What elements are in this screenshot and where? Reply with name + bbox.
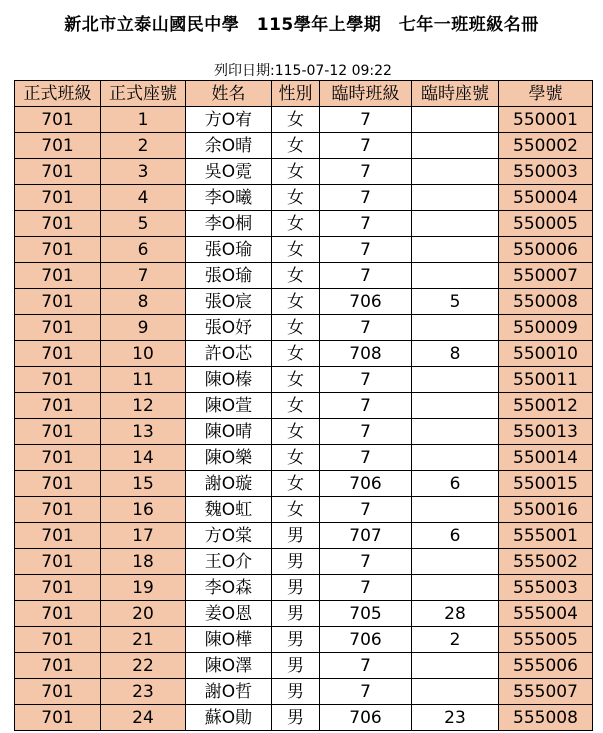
cell-official-class: 701 <box>15 705 101 731</box>
cell-student-id: 555002 <box>499 549 593 575</box>
table-row <box>15 211 593 237</box>
table-row <box>15 705 593 731</box>
cell-name: 方O宥 <box>186 107 272 133</box>
cell-temp-seat: 8 <box>412 341 499 367</box>
cell-official-class: 701 <box>15 653 101 679</box>
cell-official-class: 701 <box>15 159 101 185</box>
cell-student-id: 550010 <box>499 341 593 367</box>
table-row <box>15 393 593 419</box>
cell-name: 蘇O勛 <box>186 705 272 731</box>
table-row <box>15 679 593 705</box>
table-row <box>15 653 593 679</box>
cell-gender: 女 <box>272 237 320 263</box>
cell-gender: 男 <box>272 653 320 679</box>
table-row <box>15 159 593 185</box>
cell-official-class: 701 <box>15 367 101 393</box>
cell-temp-seat <box>412 237 499 263</box>
cell-name: 陳O晴 <box>186 419 272 445</box>
cell-gender: 女 <box>272 471 320 497</box>
cell-temp-class: 7 <box>320 653 412 679</box>
cell-official-seat: 16 <box>101 497 186 523</box>
cell-official-seat: 21 <box>101 627 186 653</box>
cell-temp-class: 7 <box>320 185 412 211</box>
cell-gender: 女 <box>272 367 320 393</box>
cell-official-class: 701 <box>15 523 101 549</box>
cell-official-class: 701 <box>15 107 101 133</box>
cell-temp-class: 706 <box>320 289 412 315</box>
cell-name: 李O曦 <box>186 185 272 211</box>
cell-student-id: 555004 <box>499 601 593 627</box>
cell-official-seat: 11 <box>101 367 186 393</box>
cell-official-seat: 9 <box>101 315 186 341</box>
col-header-official-class: 正式班級 <box>15 81 101 107</box>
cell-official-seat: 19 <box>101 575 186 601</box>
cell-official-seat: 23 <box>101 679 186 705</box>
cell-gender: 女 <box>272 107 320 133</box>
cell-temp-seat <box>412 367 499 393</box>
cell-temp-seat <box>412 315 499 341</box>
table-row <box>15 289 593 315</box>
table-row <box>15 575 593 601</box>
cell-name: 張O瑜 <box>186 237 272 263</box>
cell-official-class: 701 <box>15 263 101 289</box>
cell-official-seat: 17 <box>101 523 186 549</box>
cell-official-seat: 7 <box>101 263 186 289</box>
cell-gender: 男 <box>272 705 320 731</box>
cell-temp-class: 706 <box>320 471 412 497</box>
cell-official-seat: 12 <box>101 393 186 419</box>
cell-temp-seat <box>412 133 499 159</box>
cell-temp-class: 708 <box>320 341 412 367</box>
cell-temp-seat <box>412 393 499 419</box>
cell-temp-seat <box>412 159 499 185</box>
cell-temp-class: 7 <box>320 419 412 445</box>
cell-official-class: 701 <box>15 601 101 627</box>
cell-name: 陳O榛 <box>186 367 272 393</box>
cell-name: 謝O璇 <box>186 471 272 497</box>
cell-official-class: 701 <box>15 289 101 315</box>
table-row <box>15 523 593 549</box>
cell-temp-seat <box>412 107 499 133</box>
cell-name: 王O介 <box>186 549 272 575</box>
cell-name: 陳O樺 <box>186 627 272 653</box>
cell-official-class: 701 <box>15 679 101 705</box>
cell-official-seat: 20 <box>101 601 186 627</box>
cell-temp-seat <box>412 575 499 601</box>
cell-temp-seat: 6 <box>412 471 499 497</box>
cell-temp-class: 7 <box>320 237 412 263</box>
cell-temp-class: 7 <box>320 107 412 133</box>
cell-gender: 女 <box>272 263 320 289</box>
cell-official-seat: 24 <box>101 705 186 731</box>
cell-official-seat: 4 <box>101 185 186 211</box>
table-row <box>15 107 593 133</box>
cell-name: 陳O萱 <box>186 393 272 419</box>
cell-student-id: 555007 <box>499 679 593 705</box>
cell-temp-seat <box>412 263 499 289</box>
table-row <box>15 185 593 211</box>
cell-student-id: 550007 <box>499 263 593 289</box>
table-row <box>15 133 593 159</box>
cell-official-class: 701 <box>15 627 101 653</box>
cell-student-id: 550006 <box>499 237 593 263</box>
cell-official-class: 701 <box>15 497 101 523</box>
cell-gender: 男 <box>272 523 320 549</box>
cell-name: 張O妤 <box>186 315 272 341</box>
roster-title: 新北市立泰山國民中學 115學年上學期 七年一班班級名冊 <box>64 15 539 35</box>
table-row <box>15 341 593 367</box>
cell-student-id: 550011 <box>499 367 593 393</box>
cell-temp-class: 706 <box>320 627 412 653</box>
cell-temp-seat: 23 <box>412 705 499 731</box>
cell-temp-class: 7 <box>320 549 412 575</box>
cell-official-class: 701 <box>15 185 101 211</box>
cell-name: 陳O澤 <box>186 653 272 679</box>
cell-gender: 男 <box>272 575 320 601</box>
table-row <box>15 419 593 445</box>
cell-official-seat: 1 <box>101 107 186 133</box>
cell-temp-seat <box>412 549 499 575</box>
cell-gender: 女 <box>272 497 320 523</box>
cell-temp-seat <box>412 497 499 523</box>
cell-official-seat: 13 <box>101 419 186 445</box>
cell-student-id: 555005 <box>499 627 593 653</box>
cell-temp-seat <box>412 211 499 237</box>
cell-student-id: 550009 <box>499 315 593 341</box>
cell-student-id: 550004 <box>499 185 593 211</box>
cell-student-id: 550014 <box>499 445 593 471</box>
cell-official-seat: 3 <box>101 159 186 185</box>
cell-name: 陳O樂 <box>186 445 272 471</box>
cell-name: 余O晴 <box>186 133 272 159</box>
cell-temp-class: 7 <box>320 367 412 393</box>
table-row <box>15 627 593 653</box>
cell-official-class: 701 <box>15 445 101 471</box>
cell-name: 魏O虹 <box>186 497 272 523</box>
cell-temp-seat <box>412 679 499 705</box>
cell-student-id: 550001 <box>499 107 593 133</box>
cell-student-id: 550005 <box>499 211 593 237</box>
cell-student-id: 550012 <box>499 393 593 419</box>
cell-temp-seat: 2 <box>412 627 499 653</box>
class-roster-table <box>14 80 593 731</box>
cell-temp-class: 7 <box>320 679 412 705</box>
table-row <box>15 315 593 341</box>
cell-temp-class: 7 <box>320 315 412 341</box>
table-row <box>15 237 593 263</box>
table-row <box>15 601 593 627</box>
cell-official-seat: 15 <box>101 471 186 497</box>
cell-name: 方O棠 <box>186 523 272 549</box>
table-row <box>15 445 593 471</box>
cell-student-id: 550013 <box>499 419 593 445</box>
table-row <box>15 263 593 289</box>
cell-gender: 女 <box>272 393 320 419</box>
cell-official-seat: 8 <box>101 289 186 315</box>
cell-temp-seat <box>412 419 499 445</box>
cell-official-class: 701 <box>15 575 101 601</box>
roster-body <box>15 107 593 731</box>
cell-gender: 男 <box>272 627 320 653</box>
cell-official-seat: 22 <box>101 653 186 679</box>
cell-official-class: 701 <box>15 315 101 341</box>
cell-gender: 男 <box>272 679 320 705</box>
cell-official-class: 701 <box>15 341 101 367</box>
cell-official-class: 701 <box>15 237 101 263</box>
cell-official-class: 701 <box>15 471 101 497</box>
cell-temp-seat <box>412 653 499 679</box>
cell-official-class: 701 <box>15 549 101 575</box>
cell-temp-class: 705 <box>320 601 412 627</box>
header-row <box>15 81 593 107</box>
cell-temp-seat <box>412 445 499 471</box>
print-date: 列印日期:115-07-12 09:22 <box>214 63 392 79</box>
cell-temp-class: 7 <box>320 159 412 185</box>
cell-gender: 女 <box>272 445 320 471</box>
cell-gender: 女 <box>272 315 320 341</box>
table-row <box>15 471 593 497</box>
cell-temp-class: 7 <box>320 445 412 471</box>
cell-name: 姜O恩 <box>186 601 272 627</box>
cell-student-id: 550008 <box>499 289 593 315</box>
cell-gender: 女 <box>272 289 320 315</box>
cell-temp-class: 7 <box>320 211 412 237</box>
cell-temp-class: 7 <box>320 263 412 289</box>
cell-temp-class: 706 <box>320 705 412 731</box>
cell-official-class: 701 <box>15 419 101 445</box>
cell-official-seat: 18 <box>101 549 186 575</box>
cell-student-id: 555008 <box>499 705 593 731</box>
cell-student-id: 550002 <box>499 133 593 159</box>
col-header-name: 姓名 <box>186 81 272 107</box>
col-header-gender: 性別 <box>272 81 320 107</box>
table-row <box>15 549 593 575</box>
cell-student-id: 555006 <box>499 653 593 679</box>
cell-student-id: 555001 <box>499 523 593 549</box>
cell-official-class: 701 <box>15 393 101 419</box>
cell-temp-class: 7 <box>320 393 412 419</box>
cell-gender: 女 <box>272 159 320 185</box>
cell-temp-class: 707 <box>320 523 412 549</box>
cell-official-seat: 5 <box>101 211 186 237</box>
table-row <box>15 367 593 393</box>
cell-gender: 男 <box>272 601 320 627</box>
cell-name: 張O瑜 <box>186 263 272 289</box>
cell-gender: 女 <box>272 133 320 159</box>
cell-student-id: 555003 <box>499 575 593 601</box>
cell-name: 許O芯 <box>186 341 272 367</box>
cell-gender: 女 <box>272 185 320 211</box>
cell-official-class: 701 <box>15 211 101 237</box>
table-row <box>15 497 593 523</box>
cell-official-seat: 2 <box>101 133 186 159</box>
cell-name: 謝O哲 <box>186 679 272 705</box>
cell-temp-class: 7 <box>320 497 412 523</box>
cell-official-seat: 14 <box>101 445 186 471</box>
cell-temp-seat: 28 <box>412 601 499 627</box>
cell-official-seat: 6 <box>101 237 186 263</box>
cell-name: 李O桐 <box>186 211 272 237</box>
cell-name: 李O森 <box>186 575 272 601</box>
cell-official-seat: 10 <box>101 341 186 367</box>
cell-temp-class: 7 <box>320 575 412 601</box>
cell-name: 吳O霓 <box>186 159 272 185</box>
cell-student-id: 550003 <box>499 159 593 185</box>
cell-temp-seat: 6 <box>412 523 499 549</box>
cell-temp-class: 7 <box>320 133 412 159</box>
cell-gender: 女 <box>272 211 320 237</box>
col-header-temp-class: 臨時班級 <box>320 81 412 107</box>
cell-temp-seat <box>412 185 499 211</box>
cell-gender: 女 <box>272 419 320 445</box>
cell-gender: 男 <box>272 549 320 575</box>
cell-temp-seat: 5 <box>412 289 499 315</box>
cell-name: 張O宸 <box>186 289 272 315</box>
cell-student-id: 550015 <box>499 471 593 497</box>
cell-student-id: 550016 <box>499 497 593 523</box>
col-header-temp-seat: 臨時座號 <box>412 81 499 107</box>
col-header-official-seat: 正式座號 <box>101 81 186 107</box>
col-header-student-id: 學號 <box>499 81 593 107</box>
cell-gender: 女 <box>272 341 320 367</box>
cell-official-class: 701 <box>15 133 101 159</box>
